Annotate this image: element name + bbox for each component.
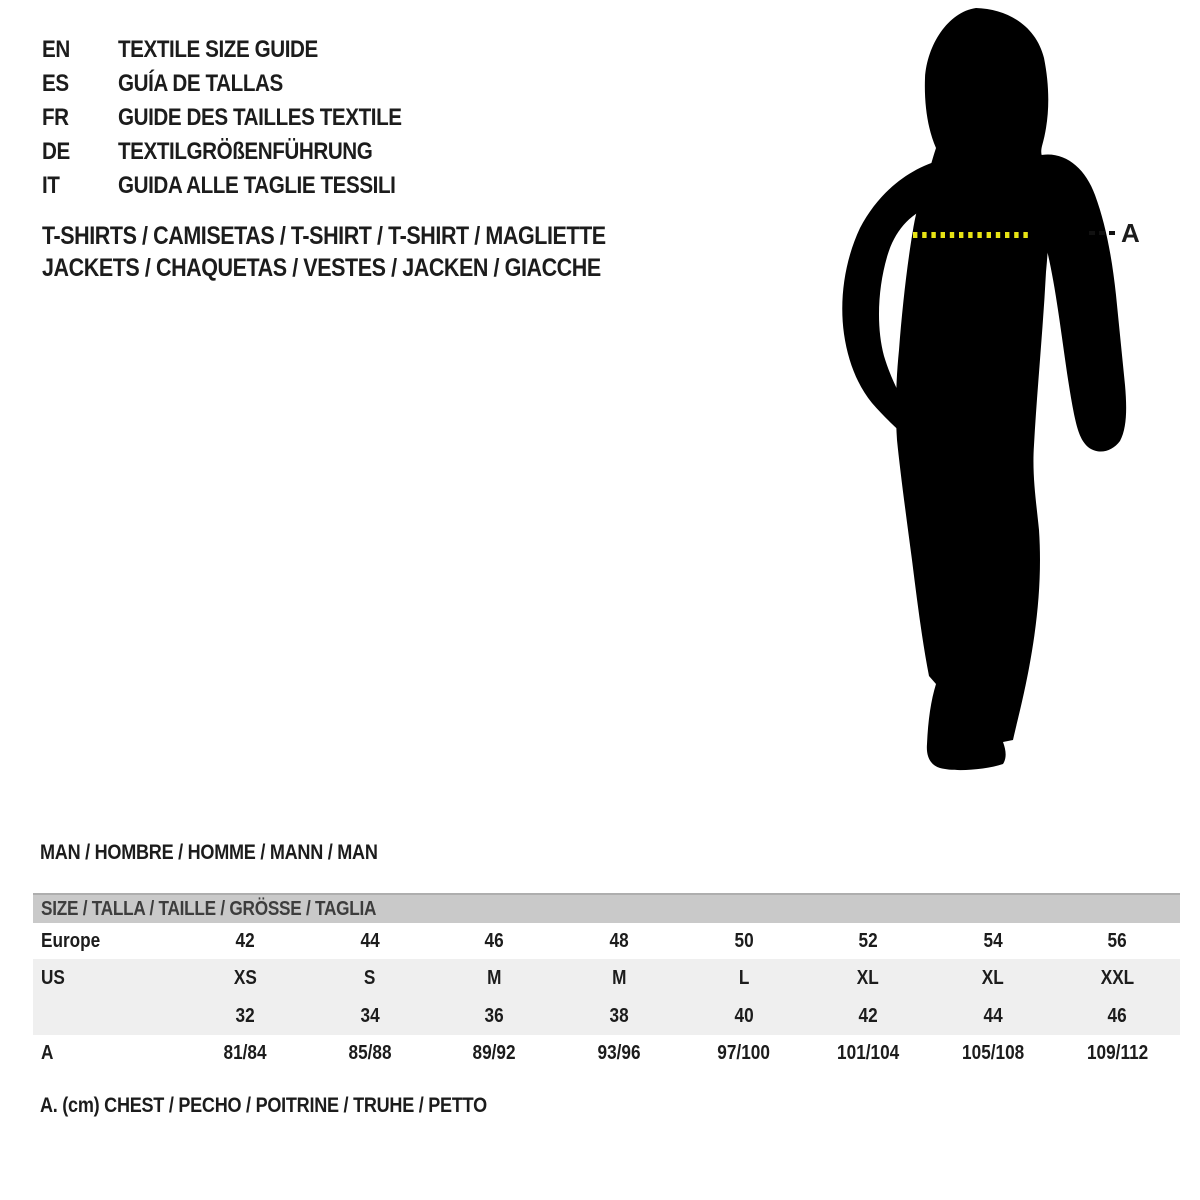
row-label bbox=[33, 1005, 183, 1028]
table-cell: 89/92 bbox=[472, 1041, 517, 1064]
table-cell: XL bbox=[857, 966, 880, 989]
row-label: A bbox=[41, 1041, 54, 1064]
table-cell: 38 bbox=[609, 1004, 629, 1027]
size-table-header-text: SIZE / TALLA / TAILLE / GRÖSSE / TAGLIA bbox=[41, 897, 377, 920]
category-line-tshirts: T-SHIRTS / CAMISETAS / T-SHIRT / T-SHIRT / MAGLIETTE bbox=[42, 221, 606, 250]
section-title-text: MAN / HOMBRE / HOMME / MANN / MAN bbox=[40, 841, 378, 864]
table-cell: 46 bbox=[1107, 1004, 1128, 1027]
language-code: ES bbox=[42, 70, 69, 97]
table-cell: XXL bbox=[1100, 966, 1135, 989]
language-code: IT bbox=[42, 172, 60, 199]
table-row-us bbox=[33, 959, 1180, 997]
language-code: DE bbox=[42, 138, 70, 165]
table-cell: 50 bbox=[734, 929, 754, 952]
language-title: GUIDA ALLE TAGLIE TESSILI bbox=[118, 172, 396, 199]
table-cell: L bbox=[738, 966, 749, 989]
language-title: TEXTILGRÖßENFÜHRUNG bbox=[118, 138, 373, 165]
row-label: Europe bbox=[41, 929, 101, 952]
language-code: FR bbox=[42, 104, 69, 131]
table-cell: 105/108 bbox=[961, 1041, 1024, 1064]
table-cell: S bbox=[364, 966, 376, 989]
language-title: GUÍA DE TALLAS bbox=[118, 70, 283, 97]
row-label: US bbox=[41, 966, 65, 989]
table-cell: 48 bbox=[609, 929, 629, 952]
table-cell: 81/84 bbox=[223, 1041, 267, 1064]
table-cell: 52 bbox=[858, 929, 878, 952]
language-title: TEXTILE SIZE GUIDE bbox=[118, 36, 318, 63]
table-cell: 44 bbox=[360, 929, 380, 952]
section-title bbox=[40, 841, 433, 865]
table-row-numeric bbox=[33, 997, 1180, 1035]
footnote bbox=[40, 1094, 560, 1118]
table-cell: 97/100 bbox=[717, 1041, 770, 1064]
table-cell: M bbox=[611, 966, 627, 989]
table-cell: 101/104 bbox=[837, 1041, 900, 1064]
language-title: GUIDE DES TAILLES TEXTILE bbox=[118, 104, 402, 131]
size-table bbox=[33, 893, 1180, 1071]
table-cell: M bbox=[487, 966, 502, 989]
table-cell: 56 bbox=[1107, 929, 1128, 952]
table-cell: 44 bbox=[983, 1004, 1003, 1027]
table-cell: XL bbox=[981, 966, 1004, 989]
table-cell: 34 bbox=[360, 1004, 380, 1027]
table-cell: 36 bbox=[484, 1004, 505, 1027]
table-cell: XS bbox=[233, 966, 257, 989]
category-line-jackets: JACKETS / CHAQUETAS / VESTES / JACKEN / GIACCHE bbox=[42, 253, 601, 282]
table-cell: 109/112 bbox=[1086, 1041, 1149, 1064]
table-cell: 85/88 bbox=[348, 1041, 392, 1064]
table-cell: 40 bbox=[734, 1004, 754, 1027]
language-code: EN bbox=[42, 36, 70, 63]
table-cell: 42 bbox=[858, 1004, 878, 1027]
table-cell: 42 bbox=[235, 929, 255, 952]
table-row-chest-a bbox=[33, 1035, 1180, 1071]
table-cell: 46 bbox=[484, 929, 505, 952]
table-row-europe bbox=[33, 923, 1180, 959]
size-table-header bbox=[33, 893, 1180, 923]
table-cell: 32 bbox=[235, 1004, 255, 1027]
table-cell: 93/96 bbox=[597, 1041, 641, 1064]
measure-label-a: A bbox=[1121, 218, 1140, 248]
table-cell: 54 bbox=[983, 929, 1003, 952]
footnote-text: A. (cm) CHEST / PECHO / POITRINE / TRUHE / PETTO bbox=[40, 1094, 487, 1117]
man-silhouette bbox=[896, 8, 1051, 770]
